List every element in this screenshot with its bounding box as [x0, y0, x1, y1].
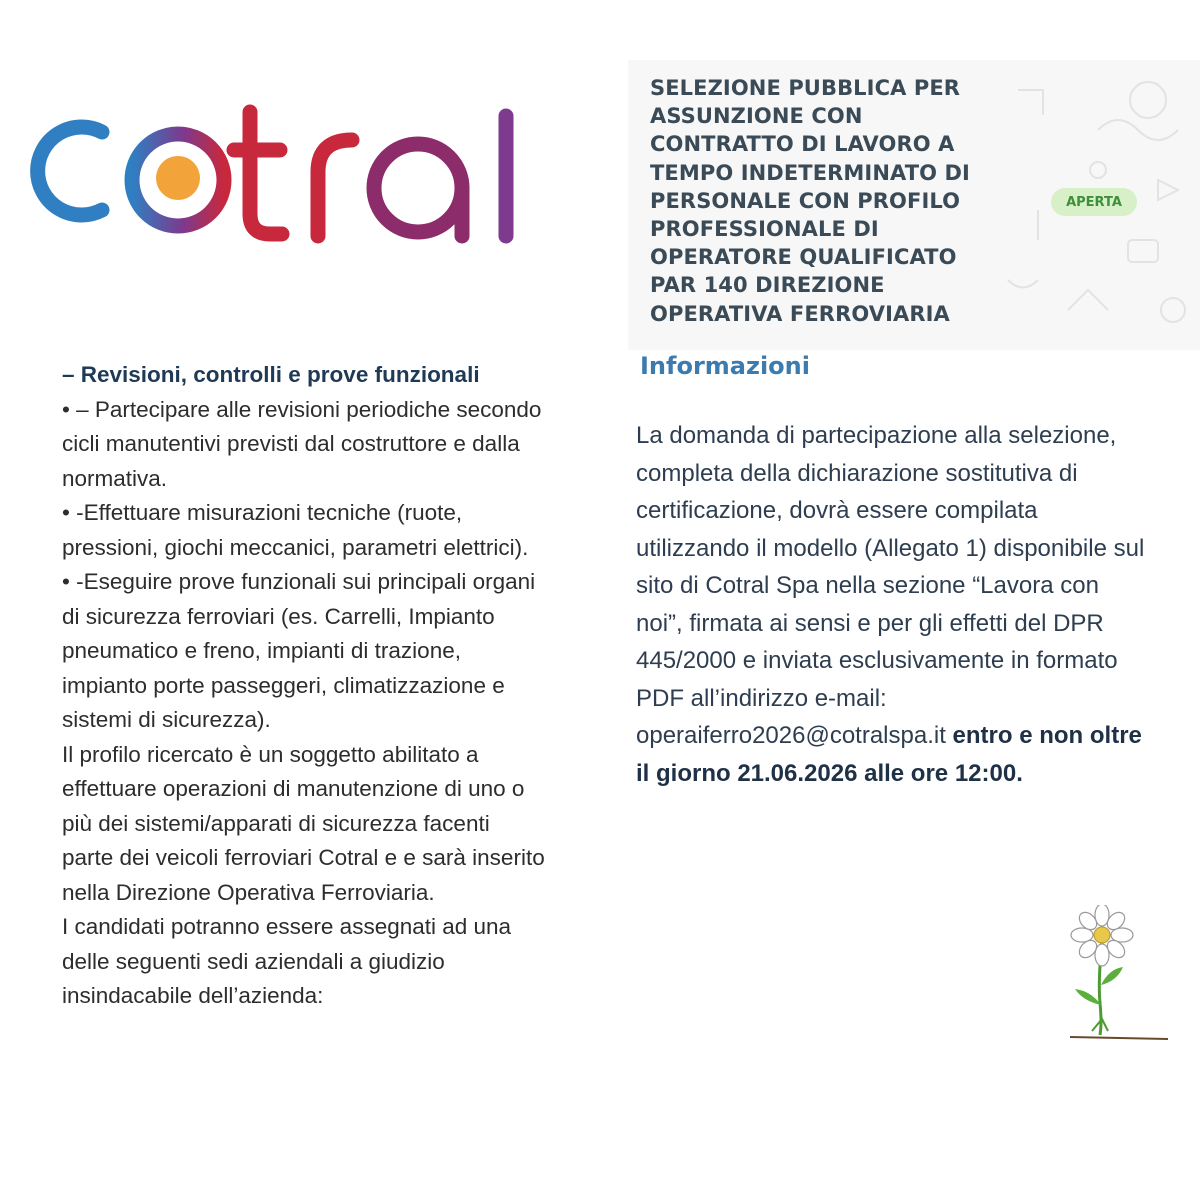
title-line: OPERATIVA FERROVIARIA [650, 301, 950, 326]
text-line [636, 755, 1200, 793]
status-badge: APERTA [1051, 188, 1137, 216]
text-line: sito di Cotral Spa nella sezione “Lavora con [636, 572, 1099, 599]
text-line: completa della dichiarazione sostitutiva di [636, 459, 1078, 487]
text-line: I candidati potranno essere assegnati ad una [62, 914, 512, 939]
text-line: delle seguenti sedi aziendali a giudizio [62, 948, 445, 974]
text-line: PDF all’indirizzo e-mail: [636, 684, 887, 712]
deadline-date: il giorno 21.06.2026 alle ore 12:00. [636, 759, 1023, 787]
orange-dot [156, 156, 200, 200]
title-line: TEMPO INDETERMINATO DI [650, 160, 970, 185]
text-line: 445/2000 e inviata esclusivamente in formato [636, 647, 1118, 674]
text-line: pneumatico e freno, impianti di trazione, [62, 638, 461, 663]
text-line: utilizzando il modello (Allegato 1) disponibile sul [636, 534, 1145, 562]
text-line: certificazione, dovrà essere compilata [636, 497, 1038, 524]
title-line: PAR 140 DIREZIONE [650, 273, 885, 298]
text-line: • -Eseguire prove funzionali sui principali organi [62, 569, 536, 594]
text-line: noi”, firmata ai sensi e per gli effetti del DPR [636, 609, 1104, 637]
duties-section [62, 358, 600, 1014]
deadline-text: entro e non oltre [945, 722, 1142, 749]
text-line: sistemi di sicurezza). [62, 707, 271, 732]
text-line: di sicurezza ferroviari (es. Carrelli, Impianto [62, 603, 495, 629]
text-line: nella Direzione Operativa Ferroviaria. [62, 879, 435, 905]
text-line [636, 717, 1200, 755]
text-line: Il profilo ricercato è un soggetto abilitato a [62, 741, 479, 767]
text-line: effettuare operazioni di manutenzione di uno o [62, 776, 525, 801]
daisy-flower-icon [1062, 905, 1172, 1045]
email-address[interactable]: operaiferro2026@cotralspa.it [636, 722, 946, 749]
title-line: CONTRATTO DI LAVORO A [650, 132, 955, 157]
job-title [650, 74, 990, 328]
text-line: • – Partecipare alle revisioni periodiche secondo [62, 396, 542, 422]
info-title: Informazioni [640, 352, 810, 380]
cotral-logo [0, 42, 592, 330]
application-info [636, 417, 1200, 792]
text-line: insindacabile dell’azienda: [62, 983, 324, 1008]
title-line: SELEZIONE PUBBLICA PER [650, 76, 961, 100]
text-line: parte dei veicoli ferroviari Cotral e e sarà inserito [62, 845, 545, 870]
text-line: La domanda di partecipazione alla selezione, [636, 422, 1117, 449]
text-line: normativa. [62, 465, 168, 491]
text-line: pressioni, giochi meccanici, parametri elettrici). [62, 534, 529, 560]
title-line: PROFESSIONALE DI [650, 217, 879, 242]
title-line: ASSUNZIONE CON [650, 104, 863, 129]
cotral-logo-panel [0, 42, 592, 330]
section-heading: – Revisioni, controlli e prove funzionali [62, 362, 480, 387]
text-line: impianto porte passeggeri, climatizzazione e [62, 672, 505, 698]
title-line: OPERATORE QUALIFICATO [650, 245, 957, 270]
title-line: PERSONALE CON PROFILO [650, 188, 961, 213]
text-line: • -Effettuare misurazioni tecniche (ruote, [62, 500, 463, 525]
text-line: cicli manutentivi previsti dal costruttore e dalla [62, 431, 520, 456]
job-header-panel [628, 60, 1200, 350]
text-line: più dei sistemi/apparati di sicurezza facenti [62, 810, 490, 836]
